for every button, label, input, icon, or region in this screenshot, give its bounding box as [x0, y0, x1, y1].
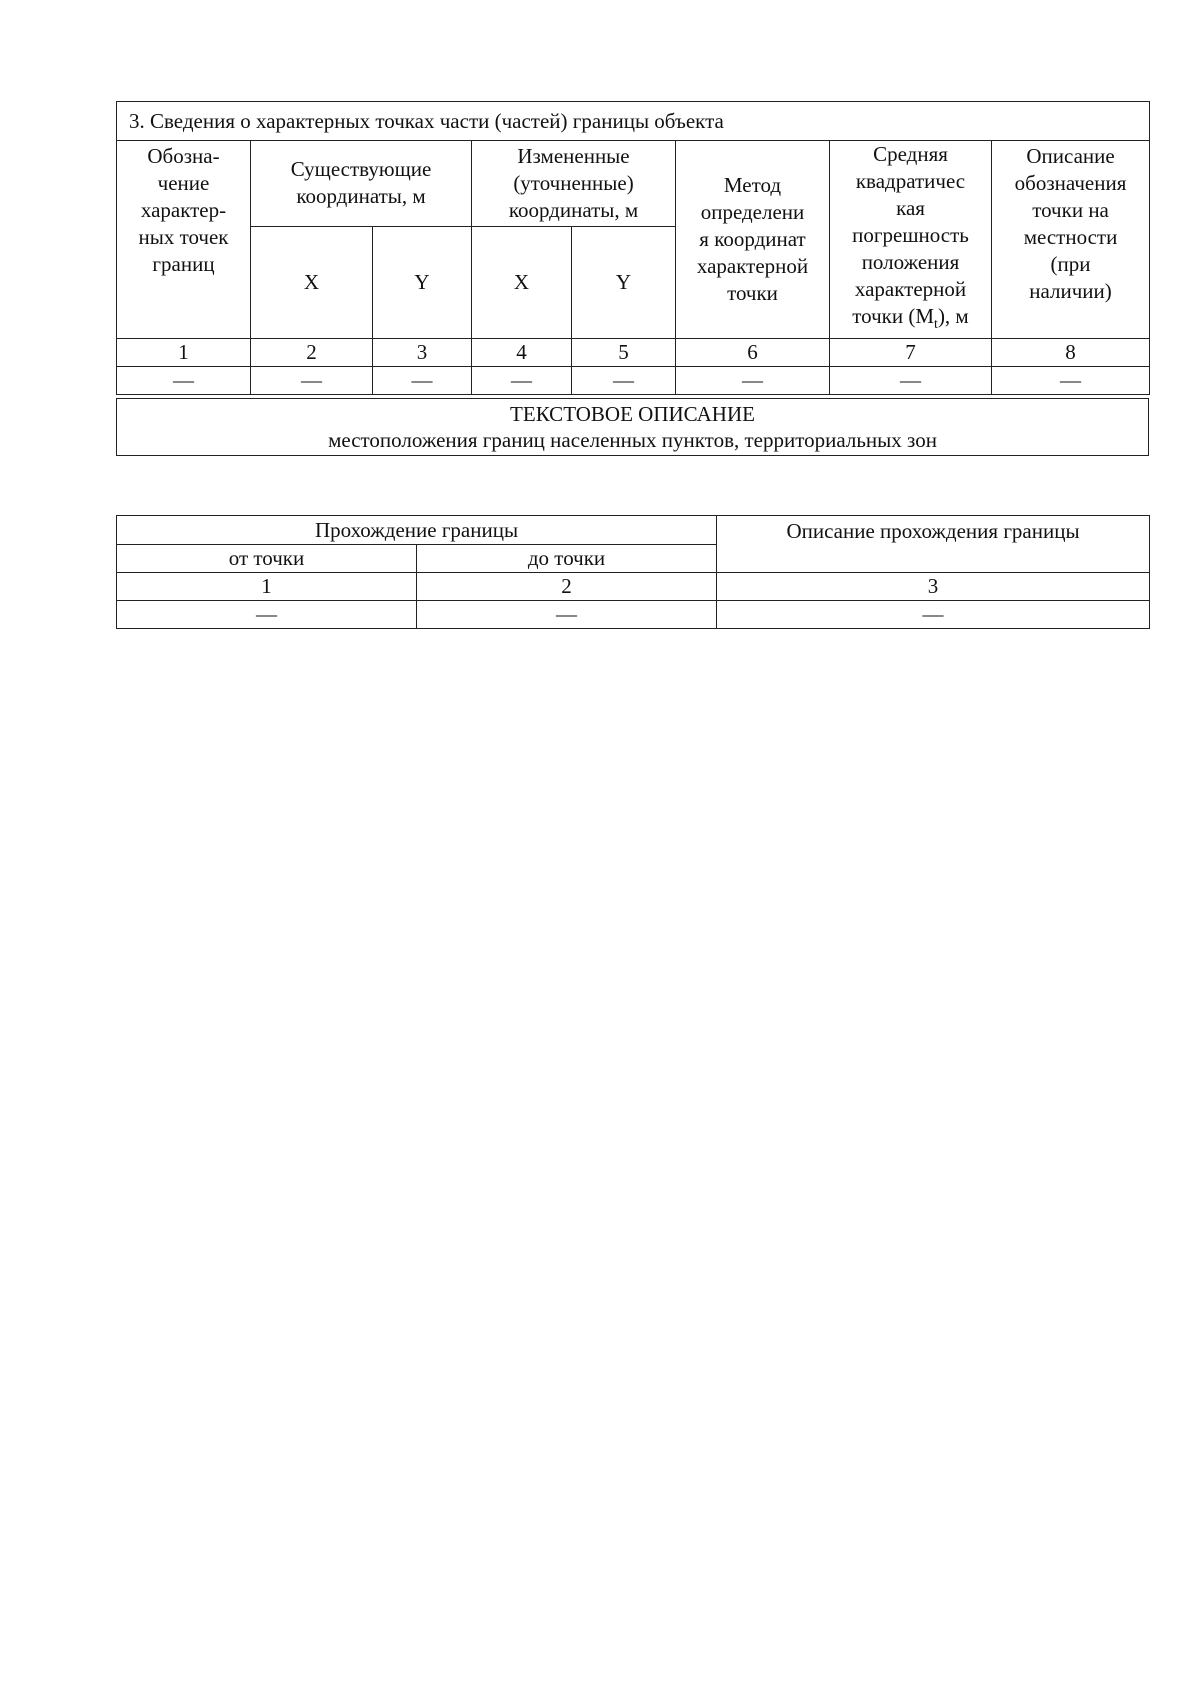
table-cell: — [373, 367, 472, 395]
header-to-point: до точки [417, 545, 717, 573]
header-changed-coordinates: Измененные (уточненные) координаты, м [472, 141, 676, 227]
column-number: 2 [251, 339, 373, 367]
column-number: 7 [830, 339, 992, 367]
header-changed-x: X [472, 226, 572, 339]
column-number: 5 [572, 339, 676, 367]
section-caption: 3. Сведения о характерных точках части (частей) границы объекта [117, 102, 1150, 141]
table-cell: — [572, 367, 676, 395]
column-number: 1 [117, 339, 251, 367]
column-number: 3 [373, 339, 472, 367]
column-number: 4 [472, 339, 572, 367]
header-method: Метод определени я координат характерной точки [676, 141, 830, 339]
points-table [116, 101, 1150, 395]
table-cell: — [417, 601, 717, 629]
header-point-description: Описание обозначения точки на местности (при наличии) [992, 141, 1150, 339]
column-number: 2 [417, 573, 717, 601]
header-from-point: от точки [117, 545, 417, 573]
table-cell: — [117, 601, 417, 629]
text-description-block [116, 398, 1149, 456]
header-passage-description: Описание прохождения границы [717, 516, 1150, 573]
table-cell: — [992, 367, 1150, 395]
mean-square-error-subscript: t [934, 317, 938, 333]
table-cell: — [117, 367, 251, 395]
header-existing-coordinates: Существующие координаты, м [251, 141, 472, 227]
text-description-title: ТЕКСТОВОЕ ОПИСАНИЕ [510, 402, 755, 426]
table-cell: — [717, 601, 1150, 629]
column-number: 3 [717, 573, 1150, 601]
text-description-subtitle: местоположения границ населенных пунктов, территориальных зон [328, 428, 937, 452]
header-existing-x: X [251, 226, 373, 339]
text-description-cell [117, 399, 1149, 456]
header-changed-y: Y [572, 226, 676, 339]
table-cell: — [676, 367, 830, 395]
column-number: 6 [676, 339, 830, 367]
mean-square-error-unit: ), м [937, 304, 969, 328]
table-cell: — [830, 367, 992, 395]
table-cell: — [472, 367, 572, 395]
header-point-designation: Обозна- чение характер- ных точек границ [117, 141, 251, 339]
boundary-passage-table [116, 515, 1150, 629]
header-mean-square-error [830, 141, 992, 339]
table-cell: — [251, 367, 373, 395]
mean-square-error-text: Средняя квадратичес кая погрешность положения характерной точки (M [852, 142, 969, 328]
column-number: 1 [117, 573, 417, 601]
column-number: 8 [992, 339, 1150, 367]
header-boundary-passage: Прохождение границы [117, 516, 717, 545]
header-existing-y: Y [373, 226, 472, 339]
